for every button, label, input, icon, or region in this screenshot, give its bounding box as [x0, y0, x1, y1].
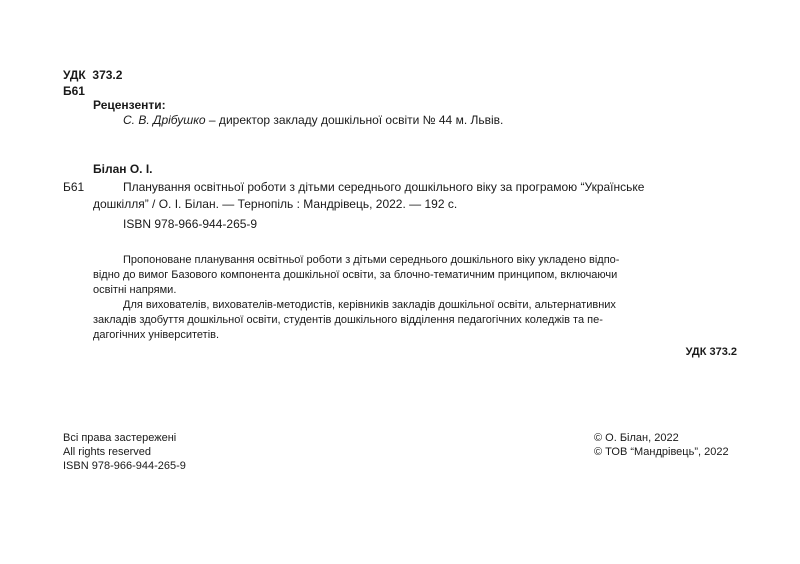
reviewer-name: С. В. Дрібушко — [123, 113, 206, 127]
annotation-p2-line2: закладів здобуття дошкільної освіти, студентів дошкільного відділення педагогічних коледжів та пе- — [93, 314, 603, 326]
rights-en: All rights reserved — [63, 446, 152, 458]
bbk-index: Б61 — [63, 84, 85, 98]
annotation-udk: УДК 373.2 — [685, 346, 737, 358]
footer-isbn: ISBN 978-966-944-265-9 — [63, 460, 186, 472]
annotation-p1-line2: відно до вимог Базового компонента дошкільної освіти, за блочно-тематичним принципом, включаючи — [93, 269, 618, 281]
annotation-p2-line1: Для вихователів, вихователів-методистів, керівників закладів дошкільної освіти, альтернативних — [123, 299, 616, 311]
annotation-p2-line3: дагогічних університетів. — [93, 329, 220, 341]
record-title-line2: дошкілля” / О. І. Білан. — Тернопіль : Мандрівець, 2022. — 192 с. — [93, 197, 458, 211]
udk-line — [63, 68, 122, 82]
record-isbn: ISBN 978-966-944-265-9 — [123, 217, 258, 231]
udk-label: УДК — [63, 68, 86, 82]
reviewers-heading: Рецензенти: — [93, 98, 166, 112]
reviewer-role: – директор закладу дошкільної освіти № 44 м. Львів. — [205, 113, 504, 127]
udk-code: 373.2 — [92, 68, 123, 82]
record-index: Б61 — [63, 180, 85, 194]
annotation-p1-line3: освітні напрями. — [93, 284, 177, 296]
annotation-p1-line1: Пропоноване планування освітньої роботи з дітьми середнього дошкільного віку укладено відпо- — [123, 254, 620, 266]
record-author: Білан О. І. — [93, 162, 153, 176]
copyright-author: © О. Білан, 2022 — [594, 432, 679, 444]
reviewer-line — [123, 113, 503, 127]
copyright-publisher: © ТОВ “Мандрівець”, 2022 — [594, 446, 729, 458]
record-title-line1: Планування освітньої роботи з дітьми середнього дошкільного віку за програмою “Українське — [123, 180, 645, 194]
rights-ua: Всі права застережені — [63, 432, 177, 444]
